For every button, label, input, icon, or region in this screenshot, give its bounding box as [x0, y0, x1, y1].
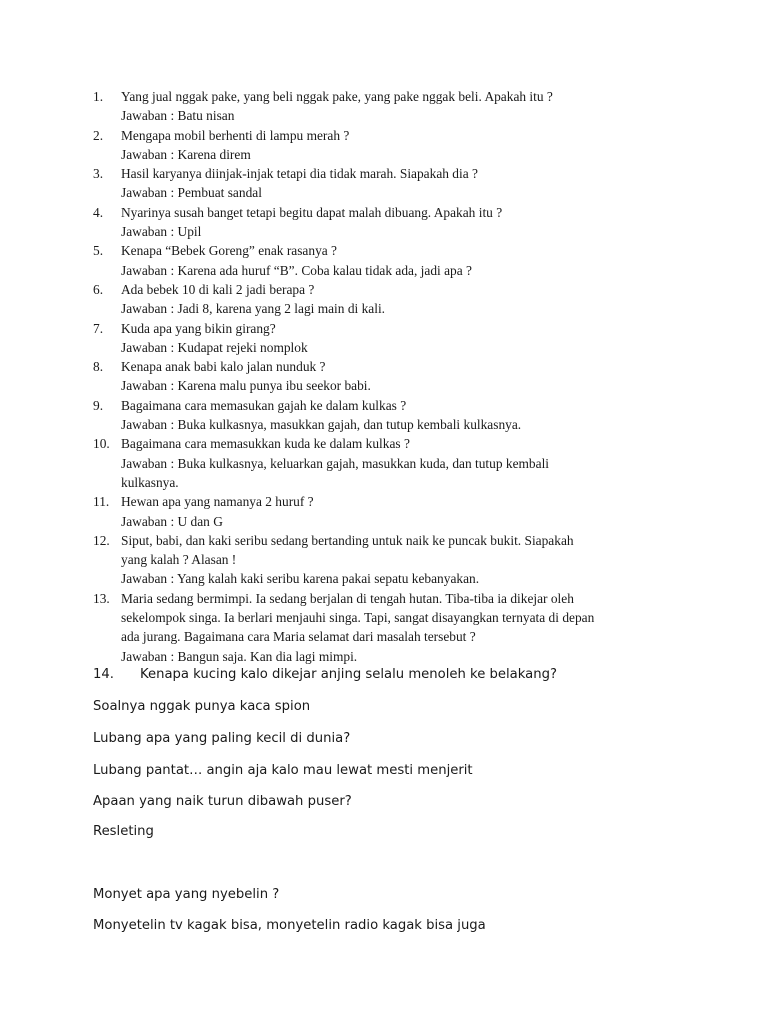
answer-text: sekelompok singa. Ia berlari menjauhi singa. Tapi, sangat disayangkan ternyata di depan: [121, 610, 595, 626]
question-text: Kenapa anak babi kalo jalan nunduk ?: [121, 359, 326, 375]
question-text: Hewan apa yang namanya 2 huruf ?: [121, 494, 314, 510]
list-item-body: [121, 492, 681, 531]
list-item-body: [121, 126, 681, 165]
answer-text: Jawaban : Pembuat sandal: [121, 185, 262, 201]
list-item-body: [121, 87, 681, 126]
list-item-body: [121, 319, 681, 358]
list-item: [93, 203, 693, 242]
list-item: [93, 87, 693, 126]
question-text: Maria sedang bermimpi. Ia sedang berjalan di tengah hutan. Tiba-tiba ia dikejar oleh: [121, 590, 574, 606]
question-text: Yang jual nggak pake, yang beli nggak pake, yang pake nggak beli. Apakah itu ?: [121, 89, 553, 104]
answer-text: ada jurang. Bagaimana cara Maria selamat dari masalah tersebut ?: [121, 629, 476, 645]
answer-text: Jawaban : Jadi 8, karena yang 2 lagi main di kali.: [121, 301, 386, 317]
body-paragraph: Monyetelin tv kagak bisa, monyetelin radio kagak bisa juga: [93, 918, 486, 933]
question-text: Siput, babi, dan kaki seribu sedang bertanding untuk naik ke puncak bukit. Siapakah: [121, 532, 574, 548]
question-text: Bagaimana cara memasukan gajah ke dalam kulkas ?: [121, 397, 407, 413]
question-text: Bagaimana cara memasukkan kuda ke dalam kulkas ?: [121, 436, 410, 452]
answer-text: Jawaban : Kudapat rejeki nomplok: [121, 339, 308, 355]
list-item-body: [121, 434, 681, 492]
list-number: 7.: [93, 320, 104, 336]
answer-text: Jawaban : U dan G: [121, 513, 223, 529]
question-text: Kenapa “Bebek Goreng” enak rasanya ?: [121, 243, 337, 259]
list-item-body: [121, 241, 681, 280]
answer-text: Jawaban : Yang kalah kaki seribu karena pakai sepatu kebanyakan.: [121, 571, 480, 587]
list-item: [93, 492, 693, 531]
list-item-body: [121, 164, 681, 203]
answer-text: Jawaban : Karena malu punya ibu seekor babi.: [121, 378, 371, 394]
body-paragraph: Monyet apa yang nyebelin ?: [93, 887, 280, 902]
answer-text: Jawaban : Buka kulkasnya, keluarkan gajah, masukkan kuda, dan tutup kembali: [121, 455, 550, 471]
list-number: 2.: [93, 127, 104, 143]
question-text: Kenapa kucing kalo dikejar anjing selalu menoleh ke belakang?: [140, 667, 557, 682]
list-number: 11.: [93, 494, 110, 510]
body-paragraph: Lubang apa yang paling kecil di dunia?: [93, 731, 351, 746]
list-item: [93, 434, 693, 492]
answer-text: Jawaban : Buka kulkasnya, masukkan gajah, dan tutup kembali kulkasnya.: [121, 417, 522, 433]
body-paragraph: Lubang pantat… angin aja kalo mau lewat mesti menjerit: [93, 763, 473, 778]
list-number: 9.: [93, 397, 104, 413]
list-number: 8.: [93, 359, 104, 375]
list-item: [93, 531, 693, 589]
question-text: Kuda apa yang bikin girang?: [121, 320, 276, 336]
question-text: Mengapa mobil berhenti di lampu merah ?: [121, 127, 350, 143]
list-number: 5.: [93, 243, 104, 259]
body-paragraph: Resleting: [93, 824, 154, 839]
list-number: 10.: [93, 436, 110, 452]
list-item: [93, 126, 693, 165]
answer-text: yang kalah ? Alasan !: [121, 552, 237, 568]
question-text: Ada bebek 10 di kali 2 jadi berapa ?: [121, 282, 315, 297]
answer-text: kulkasnya.: [121, 474, 179, 490]
list-item-body: [121, 531, 681, 589]
answer-text: Jawaban : Upil: [121, 224, 202, 240]
list-item-body: [121, 357, 681, 396]
body-paragraph: Soalnya nggak punya kaca spion: [93, 699, 311, 714]
list-item: [93, 319, 693, 358]
list-number: 13.: [93, 590, 110, 606]
list-number: 12.: [93, 532, 110, 548]
list-number: 6.: [93, 282, 104, 297]
answer-text: Jawaban : Karena direm: [121, 146, 251, 162]
answer-text: Jawaban : Batu nisan: [121, 108, 235, 124]
list-item: [93, 280, 693, 319]
list-item: [93, 164, 693, 203]
answer-text: Jawaban : Karena ada huruf “B”. Coba kalau tidak ada, jadi apa ?: [121, 262, 472, 278]
list-item-body: [121, 280, 681, 319]
list-number: 3.: [93, 166, 104, 182]
question-text: Nyarinya susah banget tetapi begitu dapat malah dibuang. Apakah itu ?: [121, 204, 503, 220]
body-paragraph: Apaan yang naik turun dibawah puser?: [93, 794, 352, 809]
list-item-body: [121, 589, 681, 666]
list-item: [93, 241, 693, 280]
list-number: 14.: [93, 667, 114, 682]
list-number: 4.: [93, 204, 104, 220]
list-item: [93, 357, 693, 396]
answer-text: Jawaban : Bangun saja. Kan dia lagi mimpi.: [121, 648, 358, 664]
list-item-body: [121, 396, 681, 435]
question-text: Hasil karyanya diinjak-injak tetapi dia tidak marah. Siapakah dia ?: [121, 166, 478, 182]
list-item-body: [121, 203, 681, 242]
list-number: 1.: [93, 89, 104, 104]
list-item: [93, 589, 693, 666]
list-item: [93, 396, 693, 435]
